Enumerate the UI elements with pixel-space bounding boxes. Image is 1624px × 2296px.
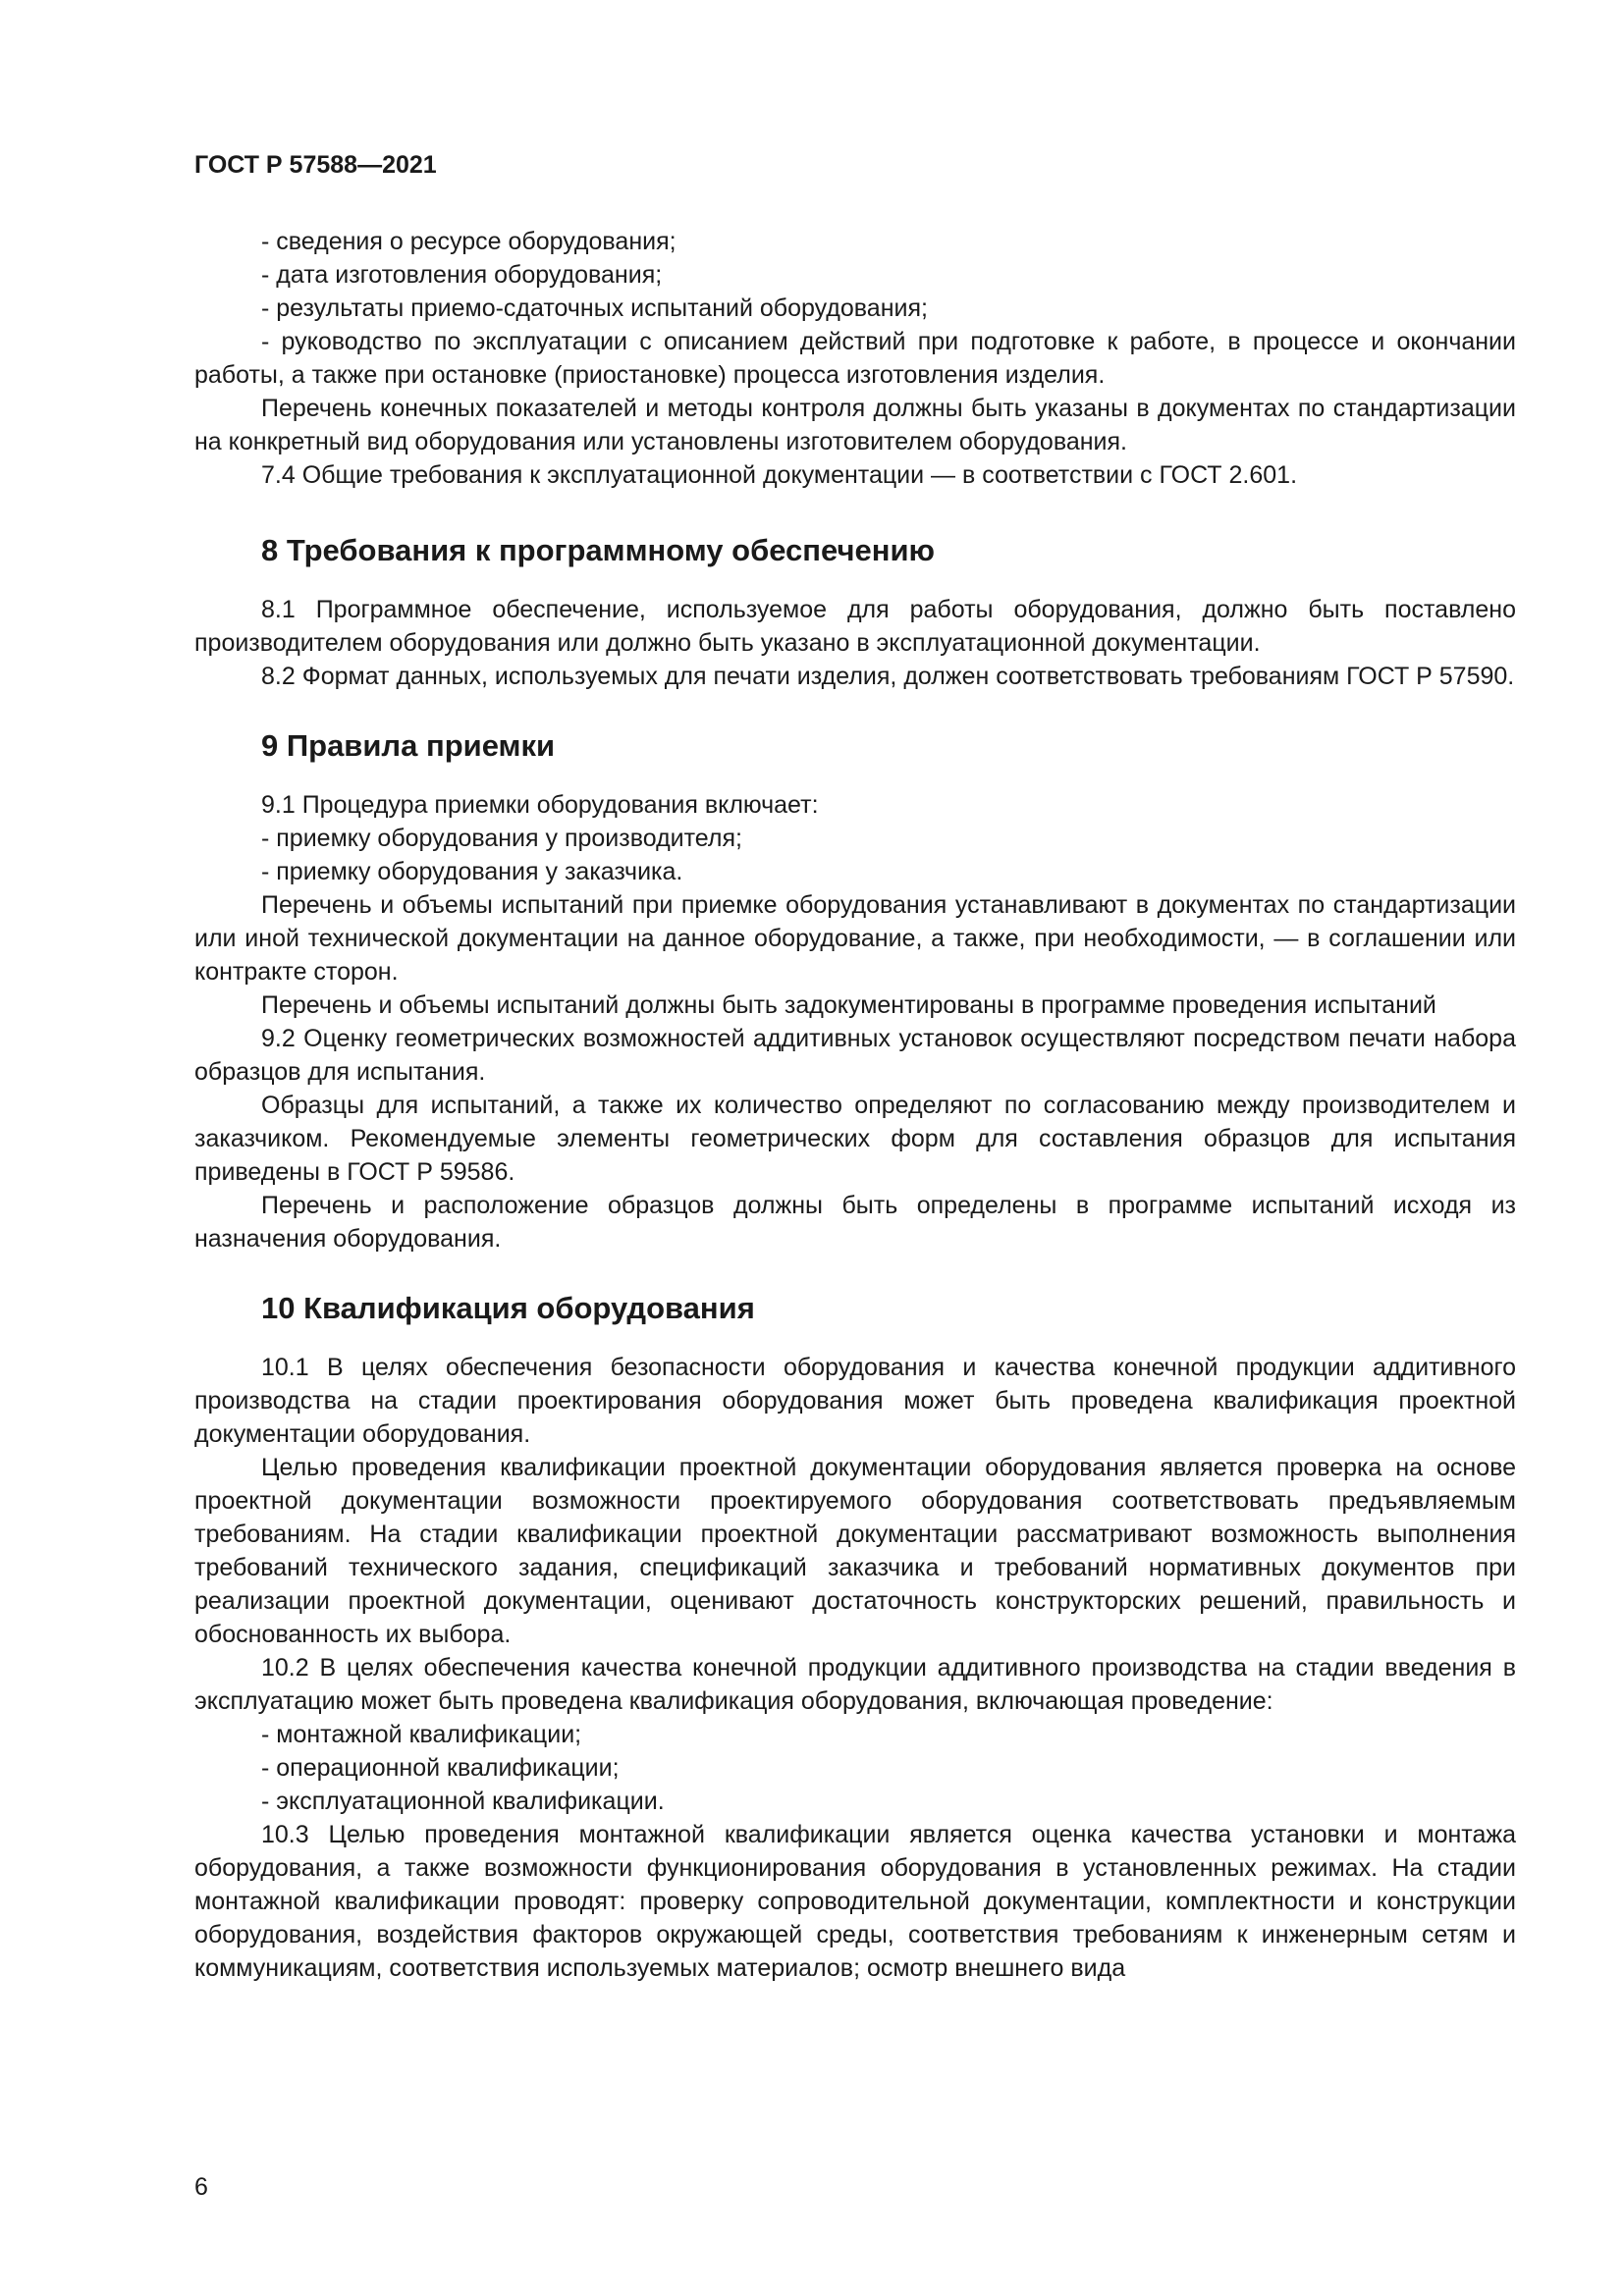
list-item: - приемку оборудования у заказчика. <box>261 858 683 885</box>
paragraph: 10.2 В целях обеспечения качества конечной продукции аддитивного производства на стадии введения в эксплуатацию может быть проведена квалификация оборудования, включающая проведение: <box>194 1654 1516 1715</box>
paragraph: 10.3 Целью проведения монтажной квалификации является оценка качества установки и монтажа оборудования, а также возможности функционирования оборудования в установленных режимах. На стадии монтажной квалификации проводят: проверку сопроводительной документации, комплектности и конструкции оборудования, воздействия факторов окружающей среды, соответствия требованиям к инженерным сетям и коммуникациям, соответствия используемых материалов; осмотр внешнего вида <box>194 1821 1516 1982</box>
list-item: - приемку оборудования у производителя; <box>261 825 742 852</box>
paragraph: Перечень и объемы испытаний должны быть задокументированы в программе проведения испытаний <box>261 991 1436 1019</box>
paragraph: 8.1 Программное обеспечение, используемое для работы оборудования, должно быть поставлено производителем оборудования или должно быть указано в эксплуатационной документации. <box>194 596 1516 657</box>
paragraph: Перечень и расположение образцов должны быть определены в программе испытаний исходя из назначения оборудования. <box>194 1192 1516 1253</box>
paragraph: 9.1 Процедура приемки оборудования включает: <box>261 791 819 819</box>
document-body <box>194 225 1516 1985</box>
section-heading-8: 8 Требования к программному обеспечению <box>261 533 935 567</box>
list-item: - результаты приемо-сдаточных испытаний оборудования; <box>261 294 928 322</box>
list-item: - руководство по эксплуатации с описанием действий при подготовке к работе, в процессе и окончании работы, а также при остановке (приостановке) процесса изготовления изделия. <box>194 328 1516 389</box>
paragraph: 7.4 Общие требования к эксплуатационной документации — в соответствии с ГОСТ 2.601. <box>261 461 1298 489</box>
paragraph: Перечень конечных показателей и методы контроля должны быть указаны в документах по стандартизации на конкретный вид оборудования или установлены изготовителем оборудования. <box>194 395 1516 455</box>
list-item: - дата изготовления оборудования; <box>261 261 663 289</box>
section-heading-10: 10 Квалификация оборудования <box>261 1291 755 1325</box>
document-header: ГОСТ Р 57588—2021 <box>194 151 437 179</box>
paragraph: Перечень и объемы испытаний при приемке оборудования устанавливают в документах по стандартизации или иной технической документации на данное оборудование, а также, при необходимости, — в соглашении или контракте сторон. <box>194 891 1516 986</box>
page-number: 6 <box>194 2173 208 2201</box>
paragraph: Образцы для испытаний, а также их количество определяют по согласованию между производителем и заказчиком. Рекомендуемые элементы геометрических форм для составления образцов для испытания приведены в ГОСТ Р 59586. <box>194 1092 1516 1186</box>
paragraph: Целью проведения квалификации проектной документации оборудования является проверка на основе проектной документации возможности проектируемого оборудования соответствовать предъявляемым требованиям. На стадии квалификации проектной документации рассматривают возможность выполнения требований технического задания, спецификаций заказчика и требований нормативных документов при реализации проектной документации, оценивают достаточность конструкторских решений, правильность и обоснованность их выбора. <box>194 1454 1516 1648</box>
section-heading-9: 9 Правила приемки <box>261 728 556 763</box>
paragraph: 8.2 Формат данных, используемых для печати изделия, должен соответствовать требованиям ГОСТ Р 57590. <box>261 663 1515 690</box>
list-item: - операционной квалификации; <box>261 1754 620 1782</box>
paragraph: 10.1 В целях обеспечения безопасности оборудования и качества конечной продукции аддитивного производства на стадии проектирования оборудования может быть проведена квалификация проектной документации оборудования. <box>194 1354 1516 1448</box>
list-item: - сведения о ресурсе оборудования; <box>261 228 677 255</box>
paragraph: 9.2 Оценку геометрических возможностей аддитивных установок осуществляют посредством печати набора образцов для испытания. <box>194 1025 1516 1086</box>
list-item: - эксплуатационной квалификации. <box>261 1788 665 1815</box>
list-item: - монтажной квалификации; <box>261 1721 582 1748</box>
